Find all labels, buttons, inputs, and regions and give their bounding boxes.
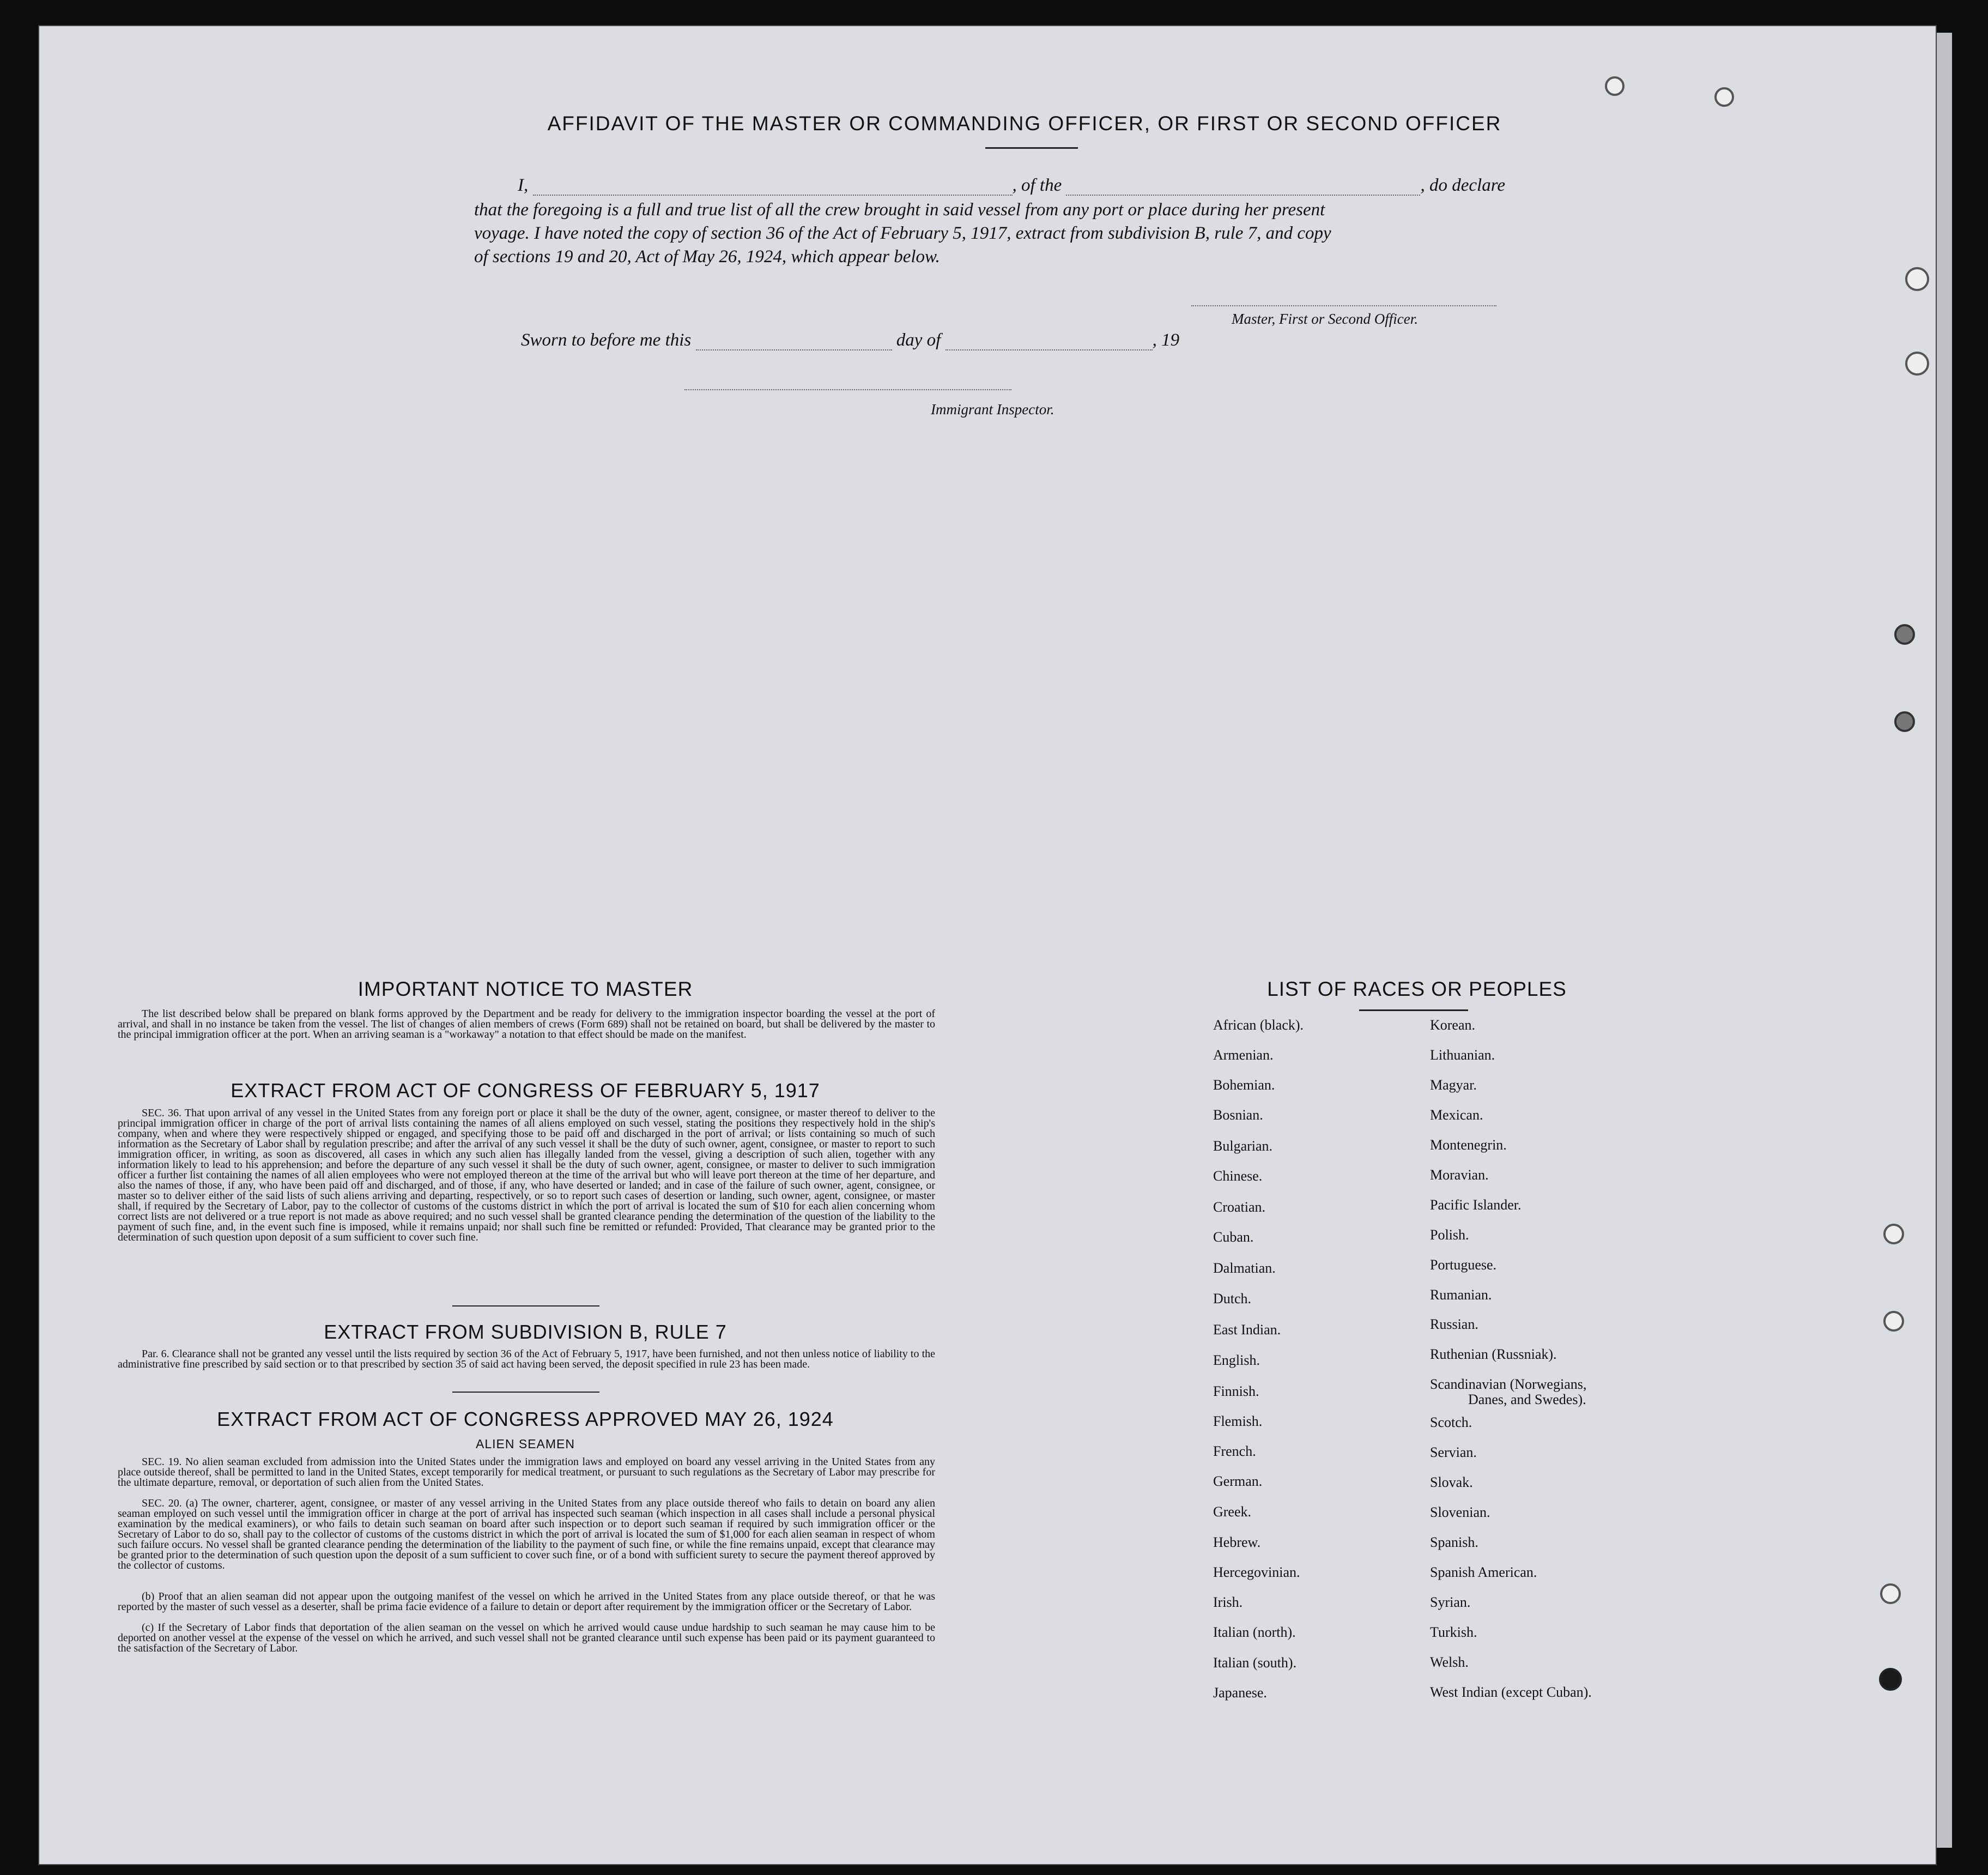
race-right-item: Turkish. <box>1430 1624 1477 1640</box>
race-right-item: Polish. <box>1430 1227 1469 1243</box>
extract-1924-title: EXTRACT FROM ACT OF CONGRESS APPROVED MAY 26, 1924 <box>217 1408 834 1430</box>
binder-hole <box>1879 1668 1902 1691</box>
declare-suffix: , do declare <box>1420 176 1505 195</box>
race-left-item: Italian (north). <box>1213 1624 1296 1640</box>
declaration-line-4: of sections 19 and 20, Act of May 26, 1924, which appear below. <box>474 247 940 267</box>
vessel-prefix: , of the <box>1012 176 1062 195</box>
race-right-item: Slovak. <box>1430 1474 1473 1490</box>
declarant-name-field[interactable] <box>533 178 1013 196</box>
sec-20b-text: (b) Proof that an alien seaman did not appear upon the outgoing manifest of the vessel on which he arrived in the United States from any place outside thereof, or that he was reported by the master of such vessel as a deserter, shall be prima facie evidence of a failure to detain or deport after requirement by the immigration officer or the Secretary of Labor. <box>118 1590 935 1613</box>
sworn-month-field[interactable] <box>945 333 1153 350</box>
signature-line[interactable] <box>1191 304 1496 306</box>
race-left-item: Irish. <box>1213 1594 1243 1610</box>
race-right-item: Moravian. <box>1430 1167 1489 1183</box>
race-left-item: Chinese. <box>1213 1168 1263 1184</box>
race-left-item: Croatian. <box>1213 1199 1266 1215</box>
section-rule <box>452 1305 599 1307</box>
section-rule <box>452 1392 599 1393</box>
extract-rule7-body: Par. 6. Clearance shall not be granted any vessel until the lists required by section 36 of the Act of February 5, 1917, have been furnished, and not then unless notice of liability to the administrative fine prescribed by said section or to that prescribed by section 35 of said act having been served, the deposit specified in rule 23 has been made. <box>118 1348 935 1370</box>
binder-hole <box>1714 87 1734 107</box>
signer-caption: Master, First or Second Officer. <box>1232 311 1418 327</box>
extract-1917-body: SEC. 36. That upon arrival of any vessel in the United States from any foreign port or place it shall be the duty of the owner, agent, consignee, or master thereof to deliver to the principal immigration officer in charge of the port of arrival lists containing the names of all aliens employed on such vessel, stating the positions they respectively hold in the ship's company, when and where they were respectively shipped or engaged, and specifying those to be paid off and discharged in the port of arrival; or lists containing so much of such information as the Secretary of Labor shall by regulation prescribe; and after the arrival of any such vessel it shall be the duty of such owner, agent, consignee, or master to report to such immigration officer, in writing, as soon as discovered, all cases in which any such alien has illegally landed from the vessel, giving a description of such alien, together with any information likely to lead to his apprehension; and before the departure of any such vessel it shall be the duty of such owner, agent, consignee, or master to deliver to such immigration officer a further list containing the names of all alien employees who were not employed thereon at the time of the arrival but who will leave port thereon at the time of her departure, and also the names of those, if any, who have been paid off and discharged, and of those, if any, who have deserted or landed; and in case of the failure of such owner, agent, consignee, or master so to deliver either of the said lists of such aliens arriving and departing, respectively, or so to report such cases of desertion or landing, such owner, agent, consignee, or master shall, if required by the Secretary of Labor, pay to the collector of customs of the customs district in which the port of arrival is located the sum of $10 for each alien concerning whom correct lists are not delivered or a true report is not made as above required; and no such vessel shall be granted clearance pending the determination of the question of the liability to the payment of such fine, and, in the event such fine is imposed, while it remains unpaid; nor shall such fine be remitted or refunded: Provided, That clearance may be granted prior to the determination of such question upon deposit of a sum sufficient to cover such fine. <box>118 1107 935 1243</box>
document-page <box>39 26 1936 1864</box>
races-title: LIST OF RACES OR PEOPLES <box>1267 978 1567 1000</box>
race-right-item: Spanish American. <box>1430 1564 1537 1580</box>
race-right-item: Korean. <box>1430 1017 1476 1033</box>
race-left-item: Dalmatian. <box>1213 1260 1276 1276</box>
sec-20c-text: (c) If the Secretary of Labor finds that deportation of the alien seaman on the vessel on which he arrived would cause undue hardship to such seaman he may cause him to be deported on another vessel at the expense of the vessel on which he arrived, and such vessel shall not be granted clearance until such expense has been paid or its payment guaranteed to the satisfaction of the Secretary of Labor. <box>118 1622 935 1654</box>
race-right-item: Scotch. <box>1430 1414 1472 1430</box>
declaration-line-1 <box>518 176 1505 196</box>
title-rule <box>985 147 1078 149</box>
race-left-item: Japanese. <box>1213 1685 1267 1701</box>
binder-hole <box>1883 1311 1904 1332</box>
declaration-line-2: that the foregoing is a full and true list of all the crew brought in said vessel from any port or place during her present <box>474 200 1325 220</box>
race-right-item: Slovenian. <box>1430 1504 1490 1520</box>
inspector-caption: Immigrant Inspector. <box>931 401 1054 418</box>
race-right-item: Portuguese. <box>1430 1257 1497 1273</box>
race-right-item: Russian. <box>1430 1316 1478 1332</box>
sworn-date-field[interactable] <box>696 333 892 350</box>
race-right-item: Rumanian. <box>1430 1287 1492 1303</box>
sec-19-text: SEC. 19. No alien seaman excluded from admission into the United States under the immigration laws and employed on board any vessel arriving in the United States from any place outside thereof, shall be permitted to land in the United States, except temporarily for medical treatment, or pursuant to such regulations as the Secretary of Labor may prescribe for the ultimate departure, removal, or deportation of such alien from the United States. <box>118 1456 935 1489</box>
affidavit-title: AFFIDAVIT OF THE MASTER OR COMMANDING OFFICER, OR FIRST OR SECOND OFFICER <box>547 112 1502 135</box>
race-left-item: Greek. <box>1213 1504 1252 1520</box>
race-right-item: Ruthenian (Russniak). <box>1430 1346 1557 1362</box>
races-title-rule <box>1359 1009 1468 1011</box>
race-left-item: French. <box>1213 1443 1256 1459</box>
race-left-item: African (black). <box>1213 1017 1304 1033</box>
race-right-item: Welsh. <box>1430 1654 1469 1670</box>
race-right-item: Scandinavian (Norwegians, <box>1430 1376 1587 1392</box>
race-left-item: Armenian. <box>1213 1047 1274 1063</box>
race-left-item: Hebrew. <box>1213 1534 1261 1550</box>
race-right-item: Mexican. <box>1430 1107 1483 1123</box>
race-right-item: Pacific Islander. <box>1430 1197 1522 1213</box>
race-left-item: Hercegovinian. <box>1213 1564 1300 1580</box>
race-left-item: Cuban. <box>1213 1229 1254 1245</box>
race-left-item: East Indian. <box>1213 1322 1281 1338</box>
binder-hole <box>1905 267 1929 291</box>
race-right-item: Danes, and Swedes). <box>1468 1392 1586 1407</box>
notice-title: IMPORTANT NOTICE TO MASTER <box>357 978 693 1000</box>
race-left-item: Dutch. <box>1213 1291 1252 1307</box>
race-left-item: Italian (south). <box>1213 1655 1297 1671</box>
page-edge <box>1936 33 1952 1848</box>
race-right-item: Magyar. <box>1430 1077 1477 1093</box>
sworn-year: , 19 <box>1152 330 1180 350</box>
inspector-signature-line[interactable] <box>684 388 1011 390</box>
race-left-item: Bohemian. <box>1213 1077 1275 1093</box>
race-left-item: German. <box>1213 1473 1263 1489</box>
binder-hole <box>1894 624 1915 645</box>
binder-hole <box>1905 352 1929 376</box>
race-left-item: Finnish. <box>1213 1383 1259 1399</box>
race-left-item: Bosnian. <box>1213 1107 1263 1123</box>
sec-20a-text: SEC. 20. (a) The owner, charterer, agent, consignee, or master of any vessel arriving in the United States from any place outside thereof who fails to detain on board any alien seaman employed on such vessel until the immigration officer in charge at the port of arrival has inspected such seaman (which inspection in all cases shall include a personal physical examination by the medical examiners), or who fails to detain such seaman on board after such inspection or to deport such seaman if required by such immigration officer or the Secretary of Labor to do so, shall pay to the collector of customs of the customs district in which the port of arrival is located the sum of $1,000 for each alien seaman in respect of whom such failure occurs. No vessel shall be granted clearance pending the determination of the liability to the payment of such fine, or while the fine remains unpaid, except that clearance may be granted prior to the determination of such question upon the deposit of a sum sufficient to cover such fine, or of a bond with sufficient surety to secure the payment thereof approved by the collector of customs. <box>118 1497 935 1571</box>
race-right-item: Montenegrin. <box>1430 1137 1507 1153</box>
race-right-item: Syrian. <box>1430 1594 1471 1610</box>
sworn-line <box>521 330 1179 350</box>
alien-seamen-subtitle: ALIEN SEAMEN <box>476 1437 575 1451</box>
vessel-name-field[interactable] <box>1066 178 1420 196</box>
race-left-item: Flemish. <box>1213 1413 1263 1429</box>
race-right-item: Servian. <box>1430 1444 1477 1460</box>
binder-hole <box>1605 76 1625 96</box>
race-left-item: Bulgarian. <box>1213 1138 1273 1154</box>
declarant-prefix: I, <box>518 176 529 195</box>
race-right-item: Lithuanian. <box>1430 1047 1495 1063</box>
extract-1917-title: EXTRACT FROM ACT OF CONGRESS OF FEBRUARY 5, 1917 <box>231 1079 820 1102</box>
extract-rule7-title: EXTRACT FROM SUBDIVISION B, RULE 7 <box>324 1321 727 1343</box>
binder-hole <box>1883 1224 1904 1244</box>
sworn-prefix: Sworn to before me this <box>521 330 692 350</box>
race-left-item: English. <box>1213 1352 1260 1368</box>
binder-hole <box>1894 711 1915 732</box>
race-right-item: West Indian (except Cuban). <box>1430 1684 1592 1700</box>
binder-hole <box>1880 1583 1901 1604</box>
sworn-day-of: day of <box>896 330 941 350</box>
notice-body: The list described below shall be prepared on blank forms approved by the Department and be ready for delivery to the immigration inspector boarding the vessel at the port of arrival, and shall in no instance be taken from the vessel. The list of changes of alien members of crews (Form 689) shall not be retained on board, but shall be delivered by the master to the principal immigration officer at the port. When an arriving seaman is a "workaway" a notation to that effect should be made on the manifest. <box>118 1008 935 1041</box>
declaration-line-3: voyage. I have noted the copy of section 36 of the Act of February 5, 1917, extract from subdivision B, rule 7, and copy <box>474 223 1331 243</box>
race-right-item: Spanish. <box>1430 1534 1478 1550</box>
